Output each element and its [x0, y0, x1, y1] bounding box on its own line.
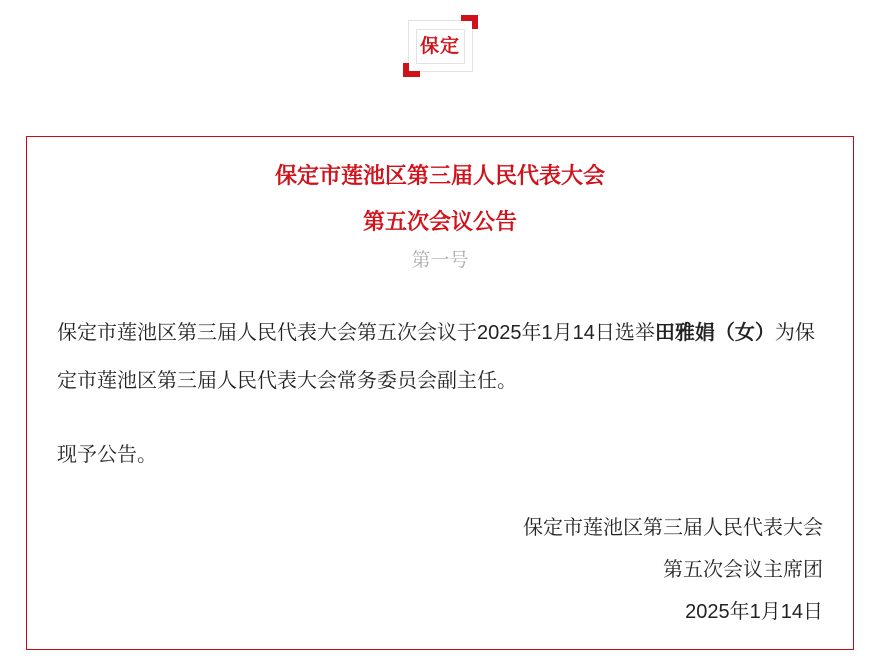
notice-title-line1: 保定市莲池区第三届人民代表大会: [274, 163, 605, 188]
closing-line: 现予公告。: [57, 443, 157, 466]
elected-person-name: 田雅娟（女）: [654, 321, 775, 344]
signature-block: [57, 507, 823, 633]
logo-inner-frame: [416, 29, 465, 64]
notice-box: [26, 136, 854, 650]
doc-number: 第一号: [411, 249, 469, 271]
signature-presidium: 第五次会议主席团: [663, 558, 823, 581]
body-text-before-name: 保定市莲池区第三届人民代表大会第五次会议于2025年1月14日选举: [57, 321, 655, 344]
signature-date: 2025年1月14日: [685, 600, 823, 623]
notice-body-paragraph: [57, 309, 823, 405]
signature-org: 保定市莲池区第三届人民代表大会: [523, 516, 823, 539]
logo-text: 保定: [419, 35, 460, 57]
logo-corner-bracket-bottom-left-icon: [403, 63, 420, 77]
site-logo[interactable]: [408, 20, 473, 72]
body-text-after-name: 为保定市莲池区第三届人民代表大会常务委员会副主任。: [57, 321, 815, 392]
logo-area: [0, 0, 880, 72]
notice-title-line2: 第五次会议公告: [362, 209, 517, 235]
logo-corner-bracket-top-right-icon: [461, 15, 478, 29]
